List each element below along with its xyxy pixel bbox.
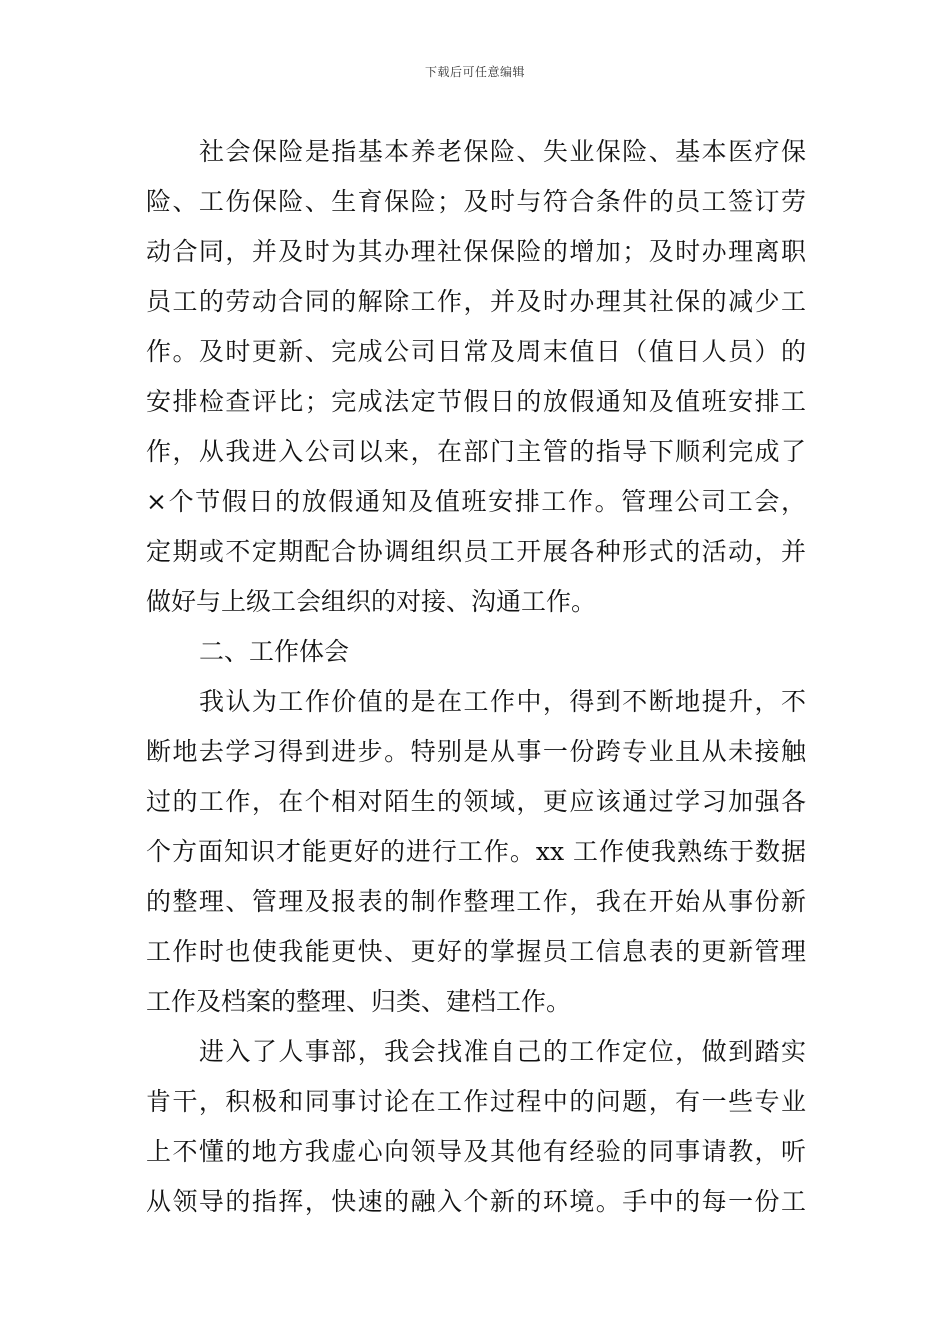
text-line: 上不懂的地方我虚心向领导及其他有经验的同事请教，听: [146, 1137, 806, 1166]
text-line: 进入了人事部，我会找准自己的工作定位，做到踏实: [199, 1037, 806, 1066]
text-line: 从领导的指挥，快速的融入个新的环境。手中的每一份工: [146, 1187, 806, 1216]
heading-text: 二、工作体会: [199, 637, 350, 666]
text-line: 社会保险是指基本养老保险、失业保险、基本医疗保: [199, 137, 806, 166]
text-line: 工作时也使我能更快、更好的掌握员工信息表的更新管理: [146, 937, 806, 966]
section-heading-work-experience: [146, 627, 806, 677]
text-line: 肯干，积极和同事讨论在工作过程中的问题，有一些专业: [146, 1087, 806, 1116]
paragraph-work-value: [146, 677, 806, 1027]
text-line: 过的工作，在个相对陌生的领域，更应该通过学习加强各: [146, 787, 806, 816]
paragraph-hr-department: [146, 1027, 806, 1227]
document-body: [146, 127, 806, 1227]
text-line: 做好与上级工会组织的对接、沟通工作。: [146, 587, 597, 616]
text-line: 作，从我进入公司以来，在部门主管的指导下顺利完成了: [146, 437, 806, 466]
paragraph-social-insurance: [146, 127, 806, 627]
text-line: 我认为工作价值的是在工作中，得到不断地提升，不: [199, 687, 806, 716]
text-line: 动合同，并及时为其办理社保保险的增加；及时办理离职: [146, 237, 806, 266]
text-line: 个方面知识才能更好的进行工作。xx 工作使我熟练于数据: [146, 837, 806, 866]
text-line: 员工的劳动合同的解除工作，并及时办理其社保的减少工: [146, 287, 806, 316]
text-line: 断地去学习得到进步。特别是从事一份跨专业且从未接触: [146, 737, 806, 766]
text-line: 的整理、管理及报表的制作整理工作，我在开始从事份新: [146, 887, 806, 916]
text-line: 安排检查评比；完成法定节假日的放假通知及值班安排工: [146, 387, 806, 416]
text-line: ×个节假日的放假通知及值班安排工作。管理公司工会，: [146, 487, 806, 516]
text-line: 定期或不定期配合协调组织员工开展各种形式的活动，并: [146, 537, 806, 566]
text-line: 作。及时更新、完成公司日常及周末值日（值日人员）的: [146, 337, 806, 366]
text-line: 险、工伤保险、生育保险；及时与符合条件的员工签订劳: [146, 187, 806, 216]
text-line: 工作及档案的整理、归类、建档工作。: [146, 987, 572, 1016]
page-header: 下载后可任意编辑: [424, 65, 525, 79]
